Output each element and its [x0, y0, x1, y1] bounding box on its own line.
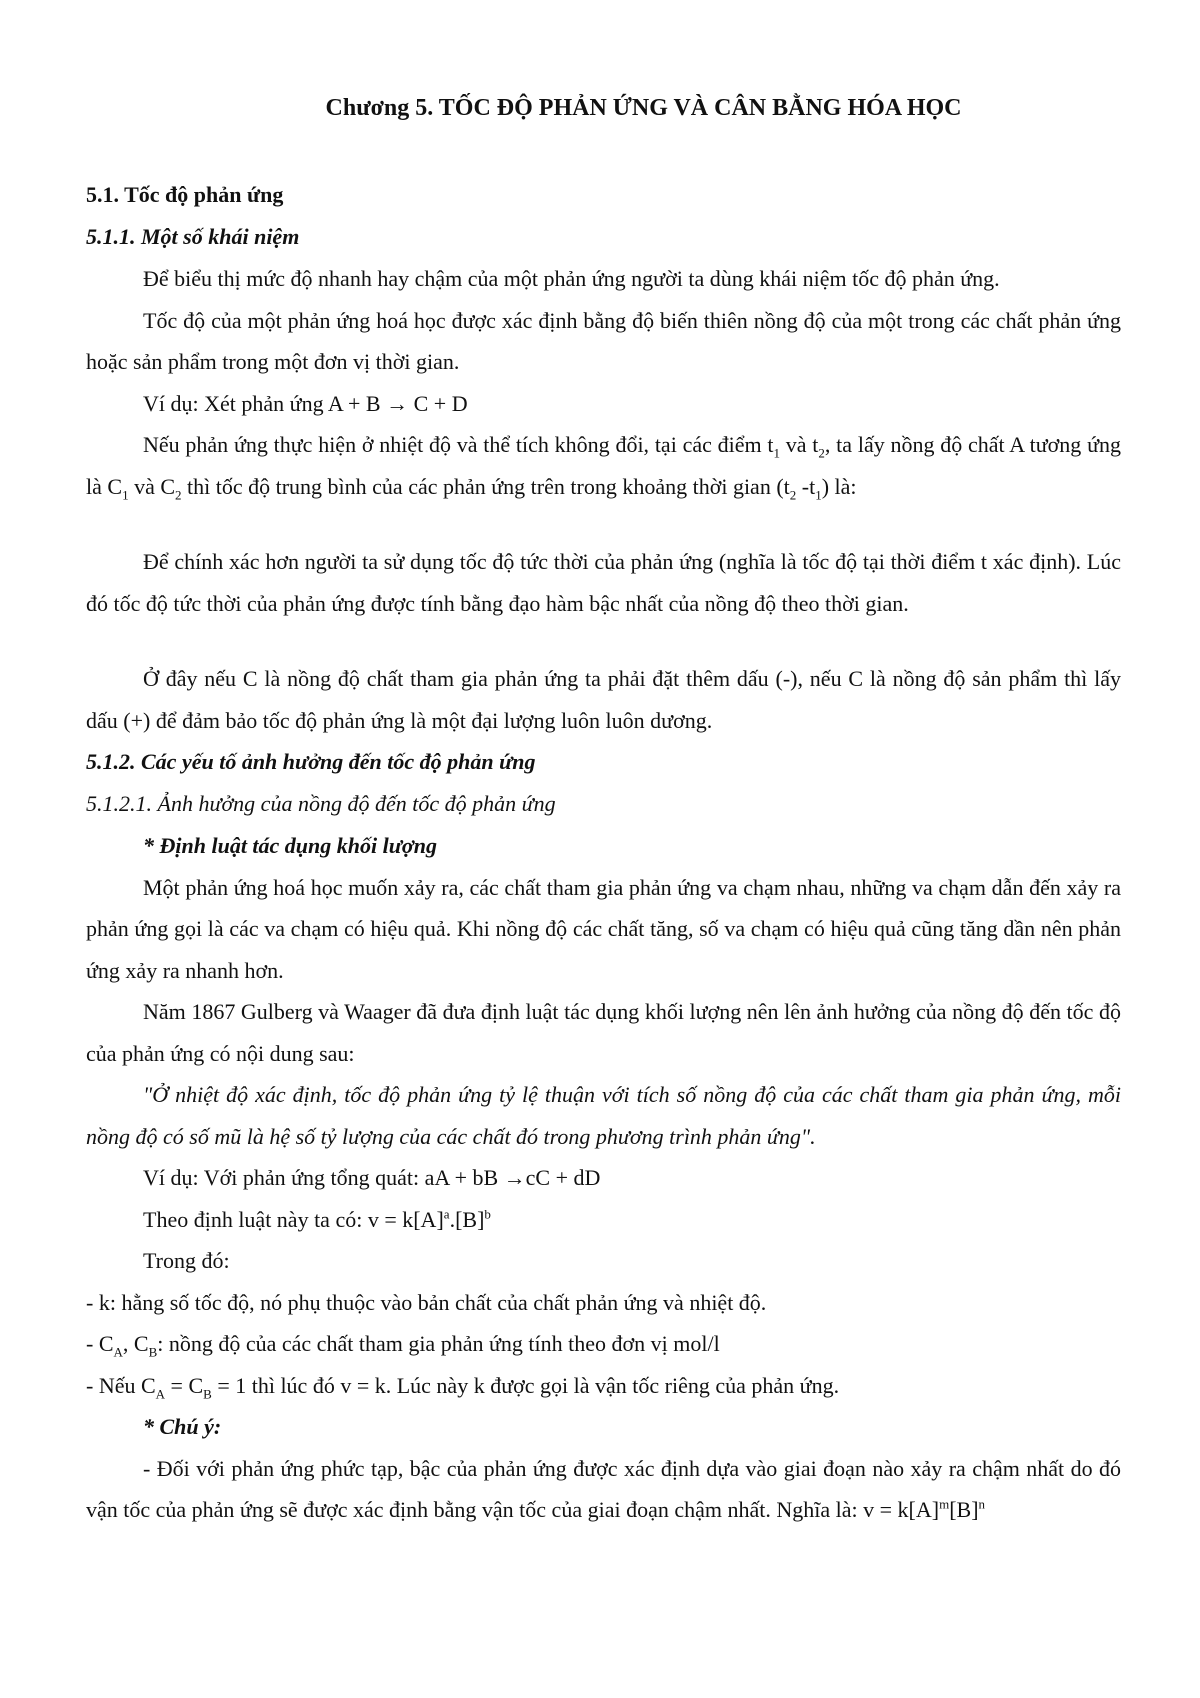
paragraph-definition: Để biểu thị mức độ nhanh hay chậm của một phản ứng người ta dùng khái niệm tốc độ phản ứng.: [143, 266, 1000, 291]
example-reaction: Ví dụ: Xét phản ứng A + B → C + D: [143, 390, 468, 416]
paragraph-history: Năm 1867 Gulberg và Waager đã đưa định luật tác dụng khối lượng nên lên ảnh hưởng của nồng độ đến tốc độ của phản ứng có nội dung sau:: [86, 999, 1121, 1066]
law-heading: * Định luật tác dụng khối lượng: [143, 833, 437, 858]
list-item-k: - k: hằng số tốc độ, nó phụ thuộc vào bản chất của chất phản ứng và nhiệt độ.: [86, 1289, 767, 1315]
note-heading: * Chú ý:: [143, 1414, 222, 1439]
law-quote: "Ở nhiệt độ xác định, tốc độ phản ứng tỷ lệ thuận với tích số nồng độ của các chất tham gia phản ứng, mỗi nồng độ có số mũ là hệ số tỷ lượng của các chất đó trong phương trình phản ứng".: [86, 1082, 1121, 1149]
example-general-reaction: Ví dụ: Với phản ứng tổng quát: aA + bB →cC + dD: [143, 1165, 601, 1190]
paragraph-average-rate: Nếu phản ứng thực hiện ở nhiệt độ và thể tích không đổi, tại các điểm $t_1$ và $t_2$, ta lấy nồng độ chất A tương ứng là $C_1$ và $C_2$ thì tốc độ trung bình của các phản ứng trên trong khoảng thời gian ($t_2$ $-t_1$) là:: [86, 432, 1121, 502]
law-formula: Theo định luật này ta có: $v = k[A]^a.[B]^b$: [143, 1206, 491, 1232]
formula-space: [86, 507, 1121, 541]
formula-space: [86, 624, 1121, 658]
section-5-1-2-heading: 5.1.2. Các yếu tố ảnh hưởng đến tốc độ phản ứng: [86, 749, 536, 774]
list-item-concentrations: - $C_A$, $C_B$: nồng độ của các chất tham gia phản ứng tính theo đơn vị mol/l: [86, 1331, 720, 1360]
paragraph-collisions: Một phản ứng hoá học muốn xảy ra, các chất tham gia phản ứng va chạm nhau, những va chạm dẫn đến xảy ra phản ứng gọi là các va chạm có hiệu quả. Khi nồng độ các chất tăng, số va chạm có hiệu quả cũng tăng dần nên phản ứng xảy ra nhanh hơn.: [86, 874, 1121, 983]
paragraph-rate-definition: Tốc độ của một phản ứng hoá học được xác định bằng độ biến thiên nồng độ của một trong các chất phản ứng hoặc sản phẩm trong một đơn vị thời gian.: [86, 307, 1121, 374]
section-5-1-2-1-heading: 5.1.2.1. Ảnh hưởng của nồng độ đến tốc độ phản ứng: [86, 791, 556, 816]
paragraph-instant-rate: Để chính xác hơn người ta sử dụng tốc độ tức thời của phản ứng (nghĩa là tốc độ tại thời điểm t xác định). Lúc đó tốc độ tức thời của phản ứng được tính bằng đạo hàm bậc nhất của nồng độ theo thời gian.: [86, 549, 1121, 616]
section-5-1-1-heading: 5.1.1. Một số khái niệm: [86, 224, 300, 249]
paragraph-complex-reaction: - Đối với phản ứng phức tạp, bậc của phản ứng được xác định dựa vào giai đoạn nào xảy ra chậm nhất do đó vận tốc của phản ứng sẽ được xác định bằng vận tốc của giai đoạn chậm nhất. Nghĩa là: $v = k[A]^m[B]^n$: [86, 1455, 1121, 1522]
where-label: Trong đó:: [143, 1248, 230, 1273]
section-5-1-heading: 5.1. Tốc độ phản ứng: [86, 182, 284, 207]
chapter-title: Chương 5. TỐC ĐỘ PHẢN ỨNG VÀ CÂN BẰNG HÓA HỌC: [325, 95, 962, 121]
paragraph-sign-rule: Ở đây nếu C là nồng độ chất tham gia phản ứng ta phải đặt thêm dấu (-), nếu C là nồng độ sản phẩm thì lấy dấu (+) để đảm bảo tốc độ phản ứng là một đại lượng luôn luôn dương.: [86, 666, 1121, 733]
list-item-specific-rate: - Nếu $C_A = C_B = 1$ thì lúc đó v = k. Lúc này k được gọi là vận tốc riêng của phản ứng.: [86, 1372, 840, 1401]
document-body: [86, 86, 1121, 1531]
